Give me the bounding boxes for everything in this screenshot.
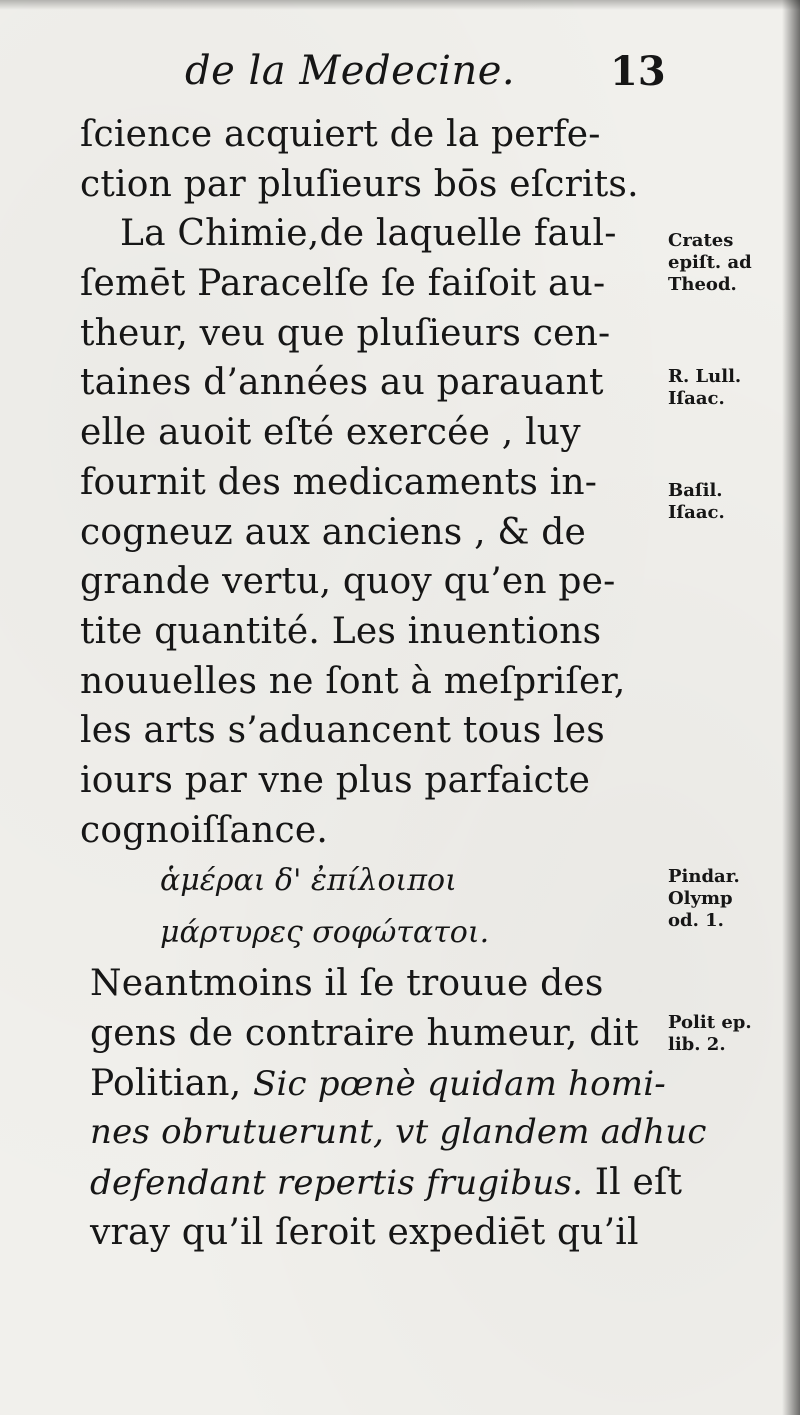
text-line: tite quantité. Les inuentions — [80, 610, 602, 652]
page-shadow-top — [0, 0, 800, 10]
text-line: iours par vne plus parfaicte — [80, 759, 591, 801]
greek-quote-line: ἁμέραι δ' ἐπίλοιποι — [160, 863, 457, 899]
text-line: fournit des medicaments in- — [80, 461, 598, 503]
text-line: taines d’années au parauant — [80, 362, 604, 404]
text-line: ſcience acquiert de la perfe- — [80, 114, 601, 155]
text-line: Neantmoins il ſe trouue des — [90, 963, 604, 1005]
margin-note-line: Olymp — [668, 888, 733, 909]
text-line: nouuelles ne ſont à meſpriſer, — [80, 660, 626, 702]
text-line: vray qu’il ſeroit expediēt qu’il — [90, 1211, 639, 1253]
text-roman: Politian, — [90, 1062, 253, 1104]
page-shadow-right — [782, 0, 800, 1415]
margin-note-line: Iſaac. — [668, 388, 725, 409]
text-line-mixed — [80, 1059, 665, 1109]
margin-note-line: Baſil. — [668, 480, 723, 501]
margin-note — [668, 866, 740, 932]
greek-quote-line: μάρτυρες σοφώτατοι. — [160, 915, 490, 951]
page-header — [185, 48, 666, 108]
text-line: cogneuz aux anciens , & de — [80, 511, 587, 553]
margin-note-line: R. Lull. — [668, 366, 742, 387]
text-italic: defendant repertis frugibus. — [90, 1163, 584, 1204]
margin-note-line: lib. 2. — [668, 1034, 726, 1055]
text-roman: Il eſt — [583, 1162, 683, 1204]
text-line-italic: nes obrutuerunt, vt glandem adhuc — [90, 1112, 707, 1153]
margin-note — [668, 230, 752, 296]
text-line: gens de contraire humeur, dit — [90, 1013, 639, 1054]
text-line: grande vertu, quoy qu’en pe- — [80, 561, 616, 603]
text-line: ction par pluſieurs bōs eſcrits. — [80, 163, 639, 205]
text-line: La Chimie,de laquelle faul- — [120, 213, 617, 255]
margin-note-line: Pindar. — [668, 866, 740, 887]
margin-note-line: epiſt. ad — [668, 252, 752, 273]
text-line-mixed — [80, 1158, 683, 1208]
margin-note-line: Polit ep. — [668, 1012, 752, 1033]
text-line: elle auoit eſté exercée , luy — [80, 412, 581, 454]
margin-note — [668, 480, 725, 524]
text-line: les arts s’aduancent tous les — [80, 710, 605, 752]
margin-note-line: Iſaac. — [668, 502, 725, 523]
margin-note-line: Theod. — [668, 274, 737, 295]
text-italic: Sic pœnè quidam homi- — [252, 1063, 666, 1104]
running-title: de la Medecine. — [185, 48, 516, 94]
text-line: cognoiſſance. — [80, 809, 329, 851]
margin-note-line: od. 1. — [668, 910, 724, 931]
text-line: theur, veu que pluſieurs cen- — [80, 312, 611, 354]
text-line: ſemēt Paracelſe ſe faiſoit au- — [80, 263, 606, 305]
page-number: 13 — [610, 48, 666, 95]
margin-note — [668, 1012, 752, 1056]
margin-note — [668, 366, 741, 410]
margin-note-line: Crates — [668, 230, 734, 251]
